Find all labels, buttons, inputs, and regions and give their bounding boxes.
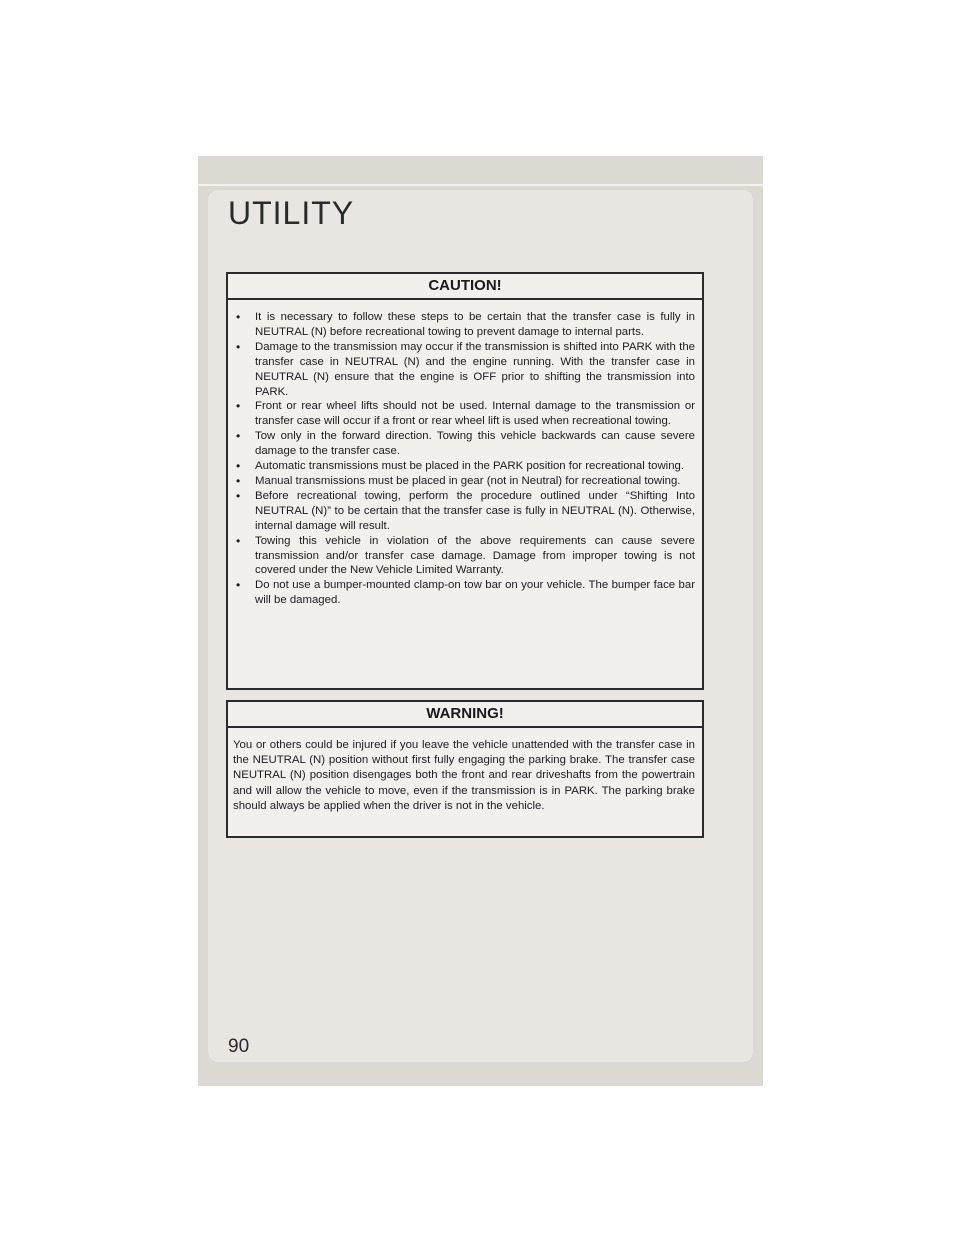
bullet-icon: • <box>236 459 241 474</box>
bullet-icon: • <box>236 429 241 444</box>
header-rule <box>198 184 763 186</box>
caution-item: • Do not use a bumper-mounted clamp-on tow bar on your vehicle. The bumper face bar will be damaged. <box>236 578 695 607</box>
caution-item: • Automatic transmissions must be placed in the PARK position for recreational towing. <box>236 459 685 474</box>
bullet-icon: • <box>236 339 241 354</box>
bullet-icon: • <box>236 533 241 548</box>
caution-list <box>234 310 695 608</box>
warning-text: You or others could be injured if you leave the vehicle unattended with the transfer case in the NEUTRAL (N) position without first fully engaging the parking brake. The transfer case NEUTRAL (N) position disengages both the front and rear driveshafts from the powertrain and will allow the vehicle to move, even if the transmission is in PARK. The parking brake should always be applied when the driver is not in the vehicle. <box>233 739 695 812</box>
bullet-icon: • <box>236 578 241 593</box>
warning-body <box>228 728 702 814</box>
warning-title: WARNING! <box>228 702 702 728</box>
caution-body <box>228 300 702 608</box>
caution-item: • Towing this vehicle in violation of the above requirements can cause severe transmission and/or transfer case damage. Damage from improper towing is not covered under the New Vehicle Limited Warranty. <box>236 533 695 577</box>
caution-item: • Tow only in the forward direction. Towing this vehicle backwards can cause severe damage to the transfer case. <box>236 429 695 458</box>
section-title: UTILITY <box>228 195 355 231</box>
page-number: 90 <box>228 1036 250 1057</box>
bullet-icon: • <box>236 488 241 503</box>
caution-item: • Damage to the transmission may occur if the transmission is shifted into PARK with the transfer case in NEUTRAL (N) and the engine running. With the transfer case in NEUTRAL (N) ensure that the engine is OFF prior to shifting the transmission into PARK. <box>236 339 695 398</box>
caution-item: • It is necessary to follow these steps to be certain that the transfer case is fully in NEUTRAL (N) before recreational towing to prevent damage to internal parts. <box>236 310 695 338</box>
warning-box <box>226 700 704 838</box>
caution-box <box>226 272 704 690</box>
caution-item: • Before recreational towing, perform the procedure outlined under “Shifting Into NEUTRAL (N)” to be certain that the transfer case is fully in NEUTRAL (N). Otherwise, internal damage will result. <box>236 488 695 532</box>
caution-item: • Front or rear wheel lifts should not be used. Internal damage to the transmission or transfer case will occur if a front or rear wheel lift is used when recreational towing. <box>236 399 695 428</box>
manual-page <box>198 156 763 1086</box>
caution-item: • Manual transmissions must be placed in gear (not in Neutral) for recreational towing. <box>236 473 681 488</box>
bullet-icon: • <box>236 310 241 324</box>
bullet-icon: • <box>236 473 241 488</box>
caution-title: CAUTION! <box>228 274 702 300</box>
bullet-icon: • <box>236 399 241 414</box>
